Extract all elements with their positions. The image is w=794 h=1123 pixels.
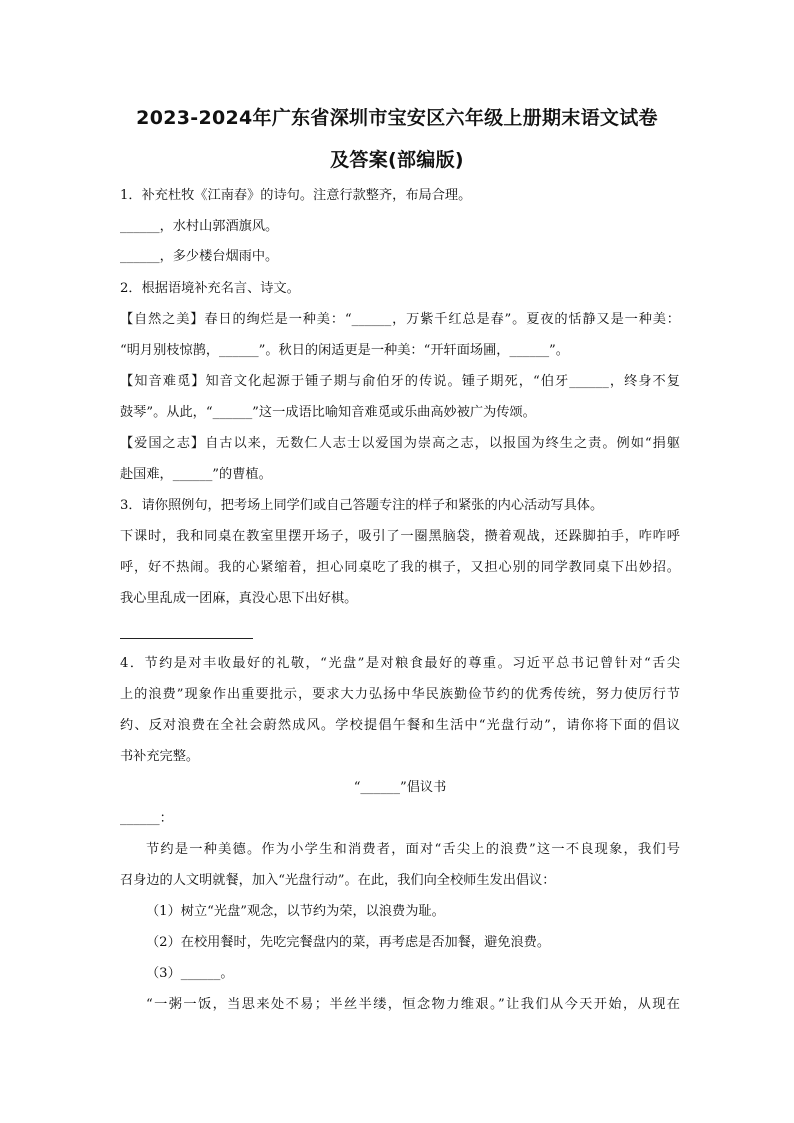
proposal-salutation: ______： xyxy=(120,811,173,826)
q2-prompt: 2．根据语境补充名言、诗文。 xyxy=(120,281,300,296)
q2-soulmate-line-2: 鼓琴”。从此，“______”这一成语比喻知音难觅或乐曲高妙被广为传颂。 xyxy=(120,405,536,420)
q3-example-line-3: 我心里乱成一团麻，真没心思下出好棋。 xyxy=(120,591,358,606)
document-title-line-1: 2023-2024年广东省深圳市宝安区六年级上册期末语文试卷 xyxy=(136,107,658,129)
document-title-line-2: 及答案(部编版) xyxy=(330,149,464,171)
q2-patriot-line-2: 赴国难，______”的曹植。 xyxy=(120,467,272,482)
q1-poem-line-a: ______，水村山郭酒旗风。 xyxy=(120,219,279,234)
q2-soulmate-line-1: 【知音难觅】知音文化起源于锺子期与俞伯牙的传说。锺子期死，“伯牙______，终身不复 xyxy=(120,374,680,389)
proposal-body-line-2: 召身边的人文明就餐，加入“光盘行动”。在此，我们向全校师生发出倡议： xyxy=(120,873,556,888)
q3-answer-line xyxy=(120,638,253,639)
q3-prompt: 3．请你照例句，把考场上同学们或自己答题专注的样子和紧张的内心活动写具体。 xyxy=(120,498,604,513)
proposal-title: “______”倡议书 xyxy=(353,780,447,795)
q2-patriot-line-1: 【爱国之志】自古以来，无数仁人志士以爱国为崇高之志，以报国为终生之责。例如“捐躯 xyxy=(120,436,680,451)
q2-nature-beauty-line-2: “明月别枝惊鹊，______”。秋日的闲适更是一种美：“开轩面场圃，______”。 xyxy=(120,343,569,358)
q4-prompt-line-4: 书补充完整。 xyxy=(120,749,200,764)
proposal-item-3: （3）______。 xyxy=(146,966,234,981)
q4-prompt-line-1: 4．节约是对丰收最好的礼敬，“光盘”是对粮食最好的尊重。习近平总书记曾针对“舌尖 xyxy=(120,656,680,671)
proposal-body-line-1: 节约是一种美德。作为小学生和消费者，面对“舌尖上的浪费”这一不良现象，我们号 xyxy=(146,842,680,857)
q2-nature-beauty-line-1: 【自然之美】春日的绚烂是一种美：“______，万紫千红总是春”。夏夜的恬静又是一种美： xyxy=(120,312,680,327)
q1-poem-line-b: ______，多少楼台烟雨中。 xyxy=(120,249,279,264)
q3-example-line-2: 呼，好不热闹。我的心紧缩着，担心同桌吃了我的棋子，又担心别的同学教同桌下出妙招。 xyxy=(120,560,680,575)
q3-example-line-1: 下课时，我和同桌在教室里摆开场子，吸引了一圈黑脑袋，攒着观战，还跺脚拍手，咋咋呼 xyxy=(120,529,680,544)
proposal-item-2: （2）在校用餐时，先吃完餐盘内的菜，再考虑是否加餐，避免浪费。 xyxy=(146,935,551,950)
q4-prompt-line-3: 约、反对浪费在全社会蔚然成风。学校提倡午餐和生活中“光盘行动”，请你将下面的倡议 xyxy=(120,718,680,733)
proposal-item-1: （1）树立“光盘”观念，以节约为荣，以浪费为耻。 xyxy=(146,904,445,919)
q1-prompt: 1．补充杜牧《江南春》的诗句。注意行款整齐，布局合理。 xyxy=(120,188,472,203)
q4-prompt-line-2: 上的浪费”现象作出重要批示，要求大力弘扬中华民族勤俭节约的优秀传统，努力使厉行节 xyxy=(120,687,680,702)
proposal-closing-line-1: “一粥一饭，当思来处不易；半丝半缕，恒念物力维艰。”让我们从今天开始，从现在 xyxy=(146,997,680,1012)
